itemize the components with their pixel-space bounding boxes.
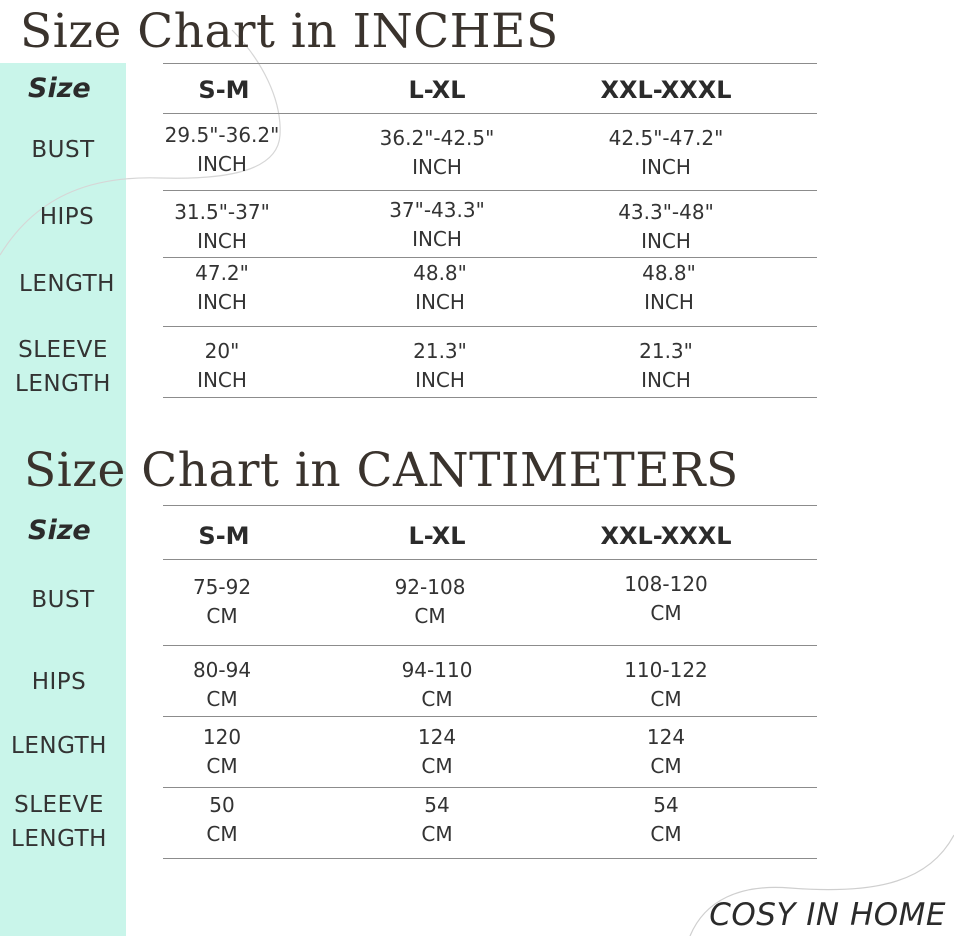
- brand-wordmark: COSY IN HOME: [709, 897, 946, 933]
- table-cell: 54 CM: [421, 793, 453, 846]
- table-rule: [163, 113, 817, 114]
- row-label-bust: BUST: [31, 137, 95, 163]
- table-cell: 48.8" INCH: [413, 261, 467, 314]
- table-cell: 120 CM: [202, 725, 242, 778]
- table-cell: 108-120 CM: [624, 572, 708, 625]
- table-rule: [163, 559, 817, 560]
- table-cell: 36.2"-42.5" INCH: [379, 126, 495, 179]
- inches-chart-title: Size Chart in INCHES: [20, 4, 559, 59]
- table-rule: [163, 63, 817, 64]
- table-rule: [163, 397, 817, 398]
- column-header-s-m: S-M: [198, 522, 250, 550]
- table-rule: [163, 190, 817, 191]
- table-cell: 110-122 CM: [624, 658, 708, 711]
- table-cell: 42.5"-47.2" INCH: [608, 126, 724, 179]
- column-header-l-xl: L-XL: [408, 76, 466, 104]
- row-label-bust: BUST: [31, 587, 95, 613]
- row-label-sleeve-length: SLEEVE LENGTH: [15, 337, 111, 397]
- table-rule: [163, 716, 817, 717]
- row-label-hips: HIPS: [31, 669, 87, 695]
- column-header-s-m: S-M: [198, 76, 250, 104]
- table-cell: 21.3" INCH: [639, 339, 693, 392]
- table-cell: 48.8" INCH: [642, 261, 696, 314]
- table-cell: 31.5"-37" INCH: [174, 200, 270, 253]
- table-rule: [163, 858, 817, 859]
- table-rule: [163, 645, 817, 646]
- table-cell: 47.2" INCH: [195, 261, 249, 314]
- column-header-l-xl: L-XL: [408, 522, 466, 550]
- table-cell: 21.3" INCH: [413, 339, 467, 392]
- table-rule: [163, 326, 817, 327]
- row-label-sleeve-length: SLEEVE LENGTH: [11, 792, 107, 852]
- row-label-length: LENGTH: [19, 271, 115, 297]
- table-cell: 20" INCH: [197, 339, 247, 392]
- table-rule: [163, 505, 817, 506]
- table-cell: 43.3"-48" INCH: [618, 200, 714, 253]
- size-header-label: Size: [28, 73, 91, 104]
- table-rule: [163, 257, 817, 258]
- column-header-xxl-xxxl: XXL-XXXL: [600, 76, 732, 104]
- table-cell: 50 CM: [206, 793, 238, 846]
- table-cell: 92-108 CM: [394, 575, 466, 628]
- table-cell: 124 CM: [646, 725, 686, 778]
- table-cell: 94-110 CM: [401, 658, 473, 711]
- table-cell: 75-92 CM: [192, 575, 252, 628]
- table-cell: 124 CM: [417, 725, 457, 778]
- column-header-xxl-xxxl: XXL-XXXL: [600, 522, 732, 550]
- centimeters-chart-title: Size Chart in CANTIMETERS: [24, 443, 739, 498]
- table-rule: [163, 787, 817, 788]
- row-label-hips: HIPS: [39, 204, 95, 230]
- table-cell: 80-94 CM: [192, 658, 252, 711]
- table-cell: 54 CM: [650, 793, 682, 846]
- row-label-length: LENGTH: [11, 733, 107, 759]
- table-cell: 37"-43.3" INCH: [389, 198, 485, 251]
- size-header-label: Size: [28, 515, 91, 546]
- table-cell: 29.5"-36.2" INCH: [164, 123, 280, 176]
